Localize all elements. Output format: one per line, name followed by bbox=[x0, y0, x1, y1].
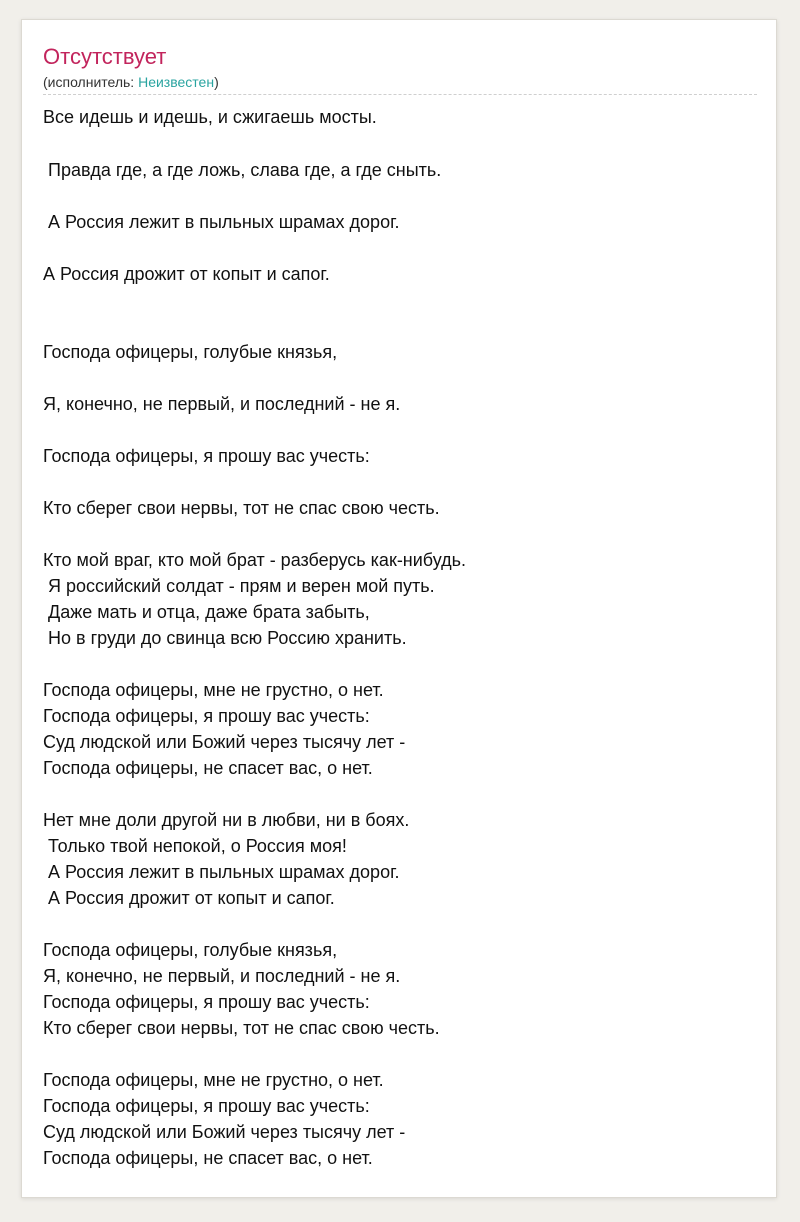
lyric-line: Господа офицеры, я прошу вас учесть: bbox=[43, 992, 370, 1012]
lyric-line: Но в груди до свинца всю Россию хранить. bbox=[48, 628, 407, 648]
artist-link[interactable]: Неизвестен bbox=[138, 74, 215, 90]
lyric-line: Нет мне доли другой ни в любви, ни в боях. bbox=[43, 810, 410, 830]
lyrics-card bbox=[21, 19, 777, 1198]
lyric-line: Суд людской или Божий через тысячу лет - bbox=[43, 732, 406, 752]
lyric-line: Господа офицеры, я прошу вас учесть: bbox=[43, 1096, 370, 1116]
lyric-line: А Россия дрожит от копыт и сапог. bbox=[43, 264, 330, 284]
lyric-line: Господа офицеры, голубые князья, bbox=[43, 342, 338, 362]
artist-prefix: (исполнитель: bbox=[43, 74, 139, 90]
artist-line bbox=[43, 73, 219, 91]
lyric-line: Правда где, а где ложь, слава где, а где сныть. bbox=[48, 160, 442, 180]
song-title: Отсутствует bbox=[43, 44, 167, 69]
lyric-line: Я, конечно, не первый, и последний - не я. bbox=[43, 966, 401, 986]
lyric-line: Только твой непокой, о Россия моя! bbox=[48, 836, 347, 856]
lyric-line: А Россия дрожит от копыт и сапог. bbox=[48, 888, 335, 908]
lyric-line: А Россия лежит в пыльных шрамах дорог. bbox=[48, 212, 400, 232]
lyric-line: Я российский солдат - прям и верен мой путь. bbox=[48, 576, 435, 596]
lyric-line: Суд людской или Божий через тысячу лет - bbox=[43, 1122, 406, 1142]
lyric-line: Все идешь и идешь, и сжигаешь мосты. bbox=[43, 107, 377, 127]
lyric-line: Господа офицеры, голубые князья, bbox=[43, 940, 338, 960]
lyric-line: Господа офицеры, я прошу вас учесть: bbox=[43, 446, 370, 466]
lyric-line: Кто сберег свои нервы, тот не спас свою честь. bbox=[43, 498, 440, 518]
lyric-line: Господа офицеры, я прошу вас учесть: bbox=[43, 706, 370, 726]
lyric-line: Господа офицеры, мне не грустно, о нет. bbox=[43, 680, 384, 700]
lyric-line: Я, конечно, не первый, и последний - не я. bbox=[43, 394, 401, 414]
lyric-line: А Россия лежит в пыльных шрамах дорог. bbox=[48, 862, 400, 882]
lyric-line: Даже мать и отца, даже брата забыть, bbox=[48, 602, 370, 622]
artist-suffix: ) bbox=[214, 74, 219, 90]
header-divider bbox=[43, 94, 757, 95]
lyric-line: Господа офицеры, не спасет вас, о нет. bbox=[43, 758, 373, 778]
lyric-line: Господа офицеры, мне не грустно, о нет. bbox=[43, 1070, 384, 1090]
lyric-line: Господа офицеры, не спасет вас, о нет. bbox=[43, 1148, 373, 1168]
lyric-line: Кто мой враг, кто мой брат - разберусь как-нибудь. bbox=[43, 550, 466, 570]
lyric-line: Кто сберег свои нервы, тот не спас свою честь. bbox=[43, 1018, 440, 1038]
